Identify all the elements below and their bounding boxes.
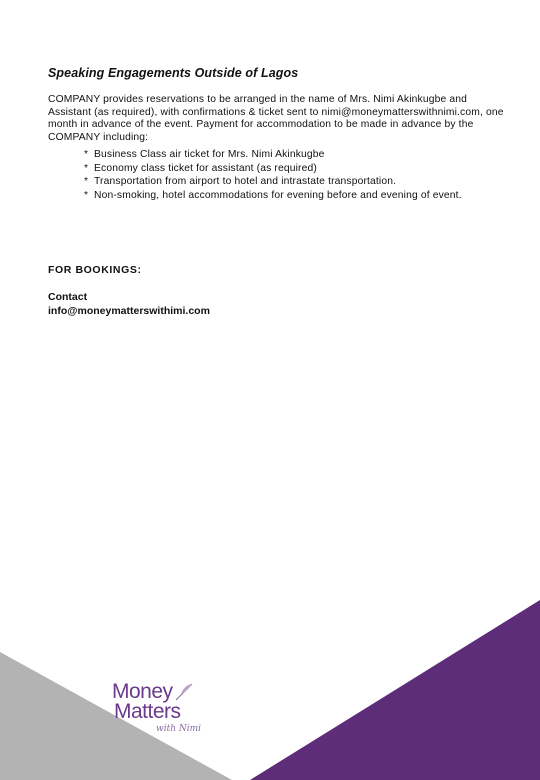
bullet-marker: * [84, 149, 89, 161]
list-item [84, 148, 508, 161]
logo-text-matters: Matters [114, 700, 181, 723]
bullet-marker: * [84, 176, 89, 188]
bullet-text: Non-smoking, hotel accommodations for evening before and evening of event. [94, 189, 462, 201]
logo-text-money: Money [112, 680, 173, 703]
bookings-heading: FOR BOOKINGS: [48, 264, 142, 276]
feather-icon [174, 680, 196, 702]
money-matters-logo [112, 680, 222, 742]
bullet-list [48, 148, 508, 202]
page-title: Speaking Engagements Outside of Lagos [48, 66, 299, 80]
intro-paragraph: COMPANY provides reservations to be arranged in the name of Mrs. Nimi Akinkugbe and Assistant (as required), with confirmations & ticket sent to nimi@moneymatterswithnimi.com, one month in advance of the event. Payment for accommodation to be made in advance by the COMPANY including: [48, 94, 504, 143]
list-item [84, 175, 508, 188]
document-body [48, 66, 508, 202]
contact-email[interactable]: info@moneymatterswithimi.com [48, 305, 210, 317]
bullet-text: Economy class ticket for assistant (as required) [94, 162, 317, 174]
contact-label: Contact [48, 291, 88, 303]
list-item [84, 162, 508, 175]
bullet-text: Transportation from airport to hotel and intrastate transportation. [94, 176, 397, 188]
logo-text-signature: with Nimi [156, 724, 202, 734]
bullet-text: Business Class air ticket for Mrs. Nimi Akinkugbe [94, 149, 325, 161]
list-item [84, 189, 508, 202]
bullet-marker: * [84, 189, 89, 201]
purple-triangle [250, 600, 540, 780]
bullet-marker: * [84, 162, 89, 174]
contact-block [48, 290, 210, 318]
